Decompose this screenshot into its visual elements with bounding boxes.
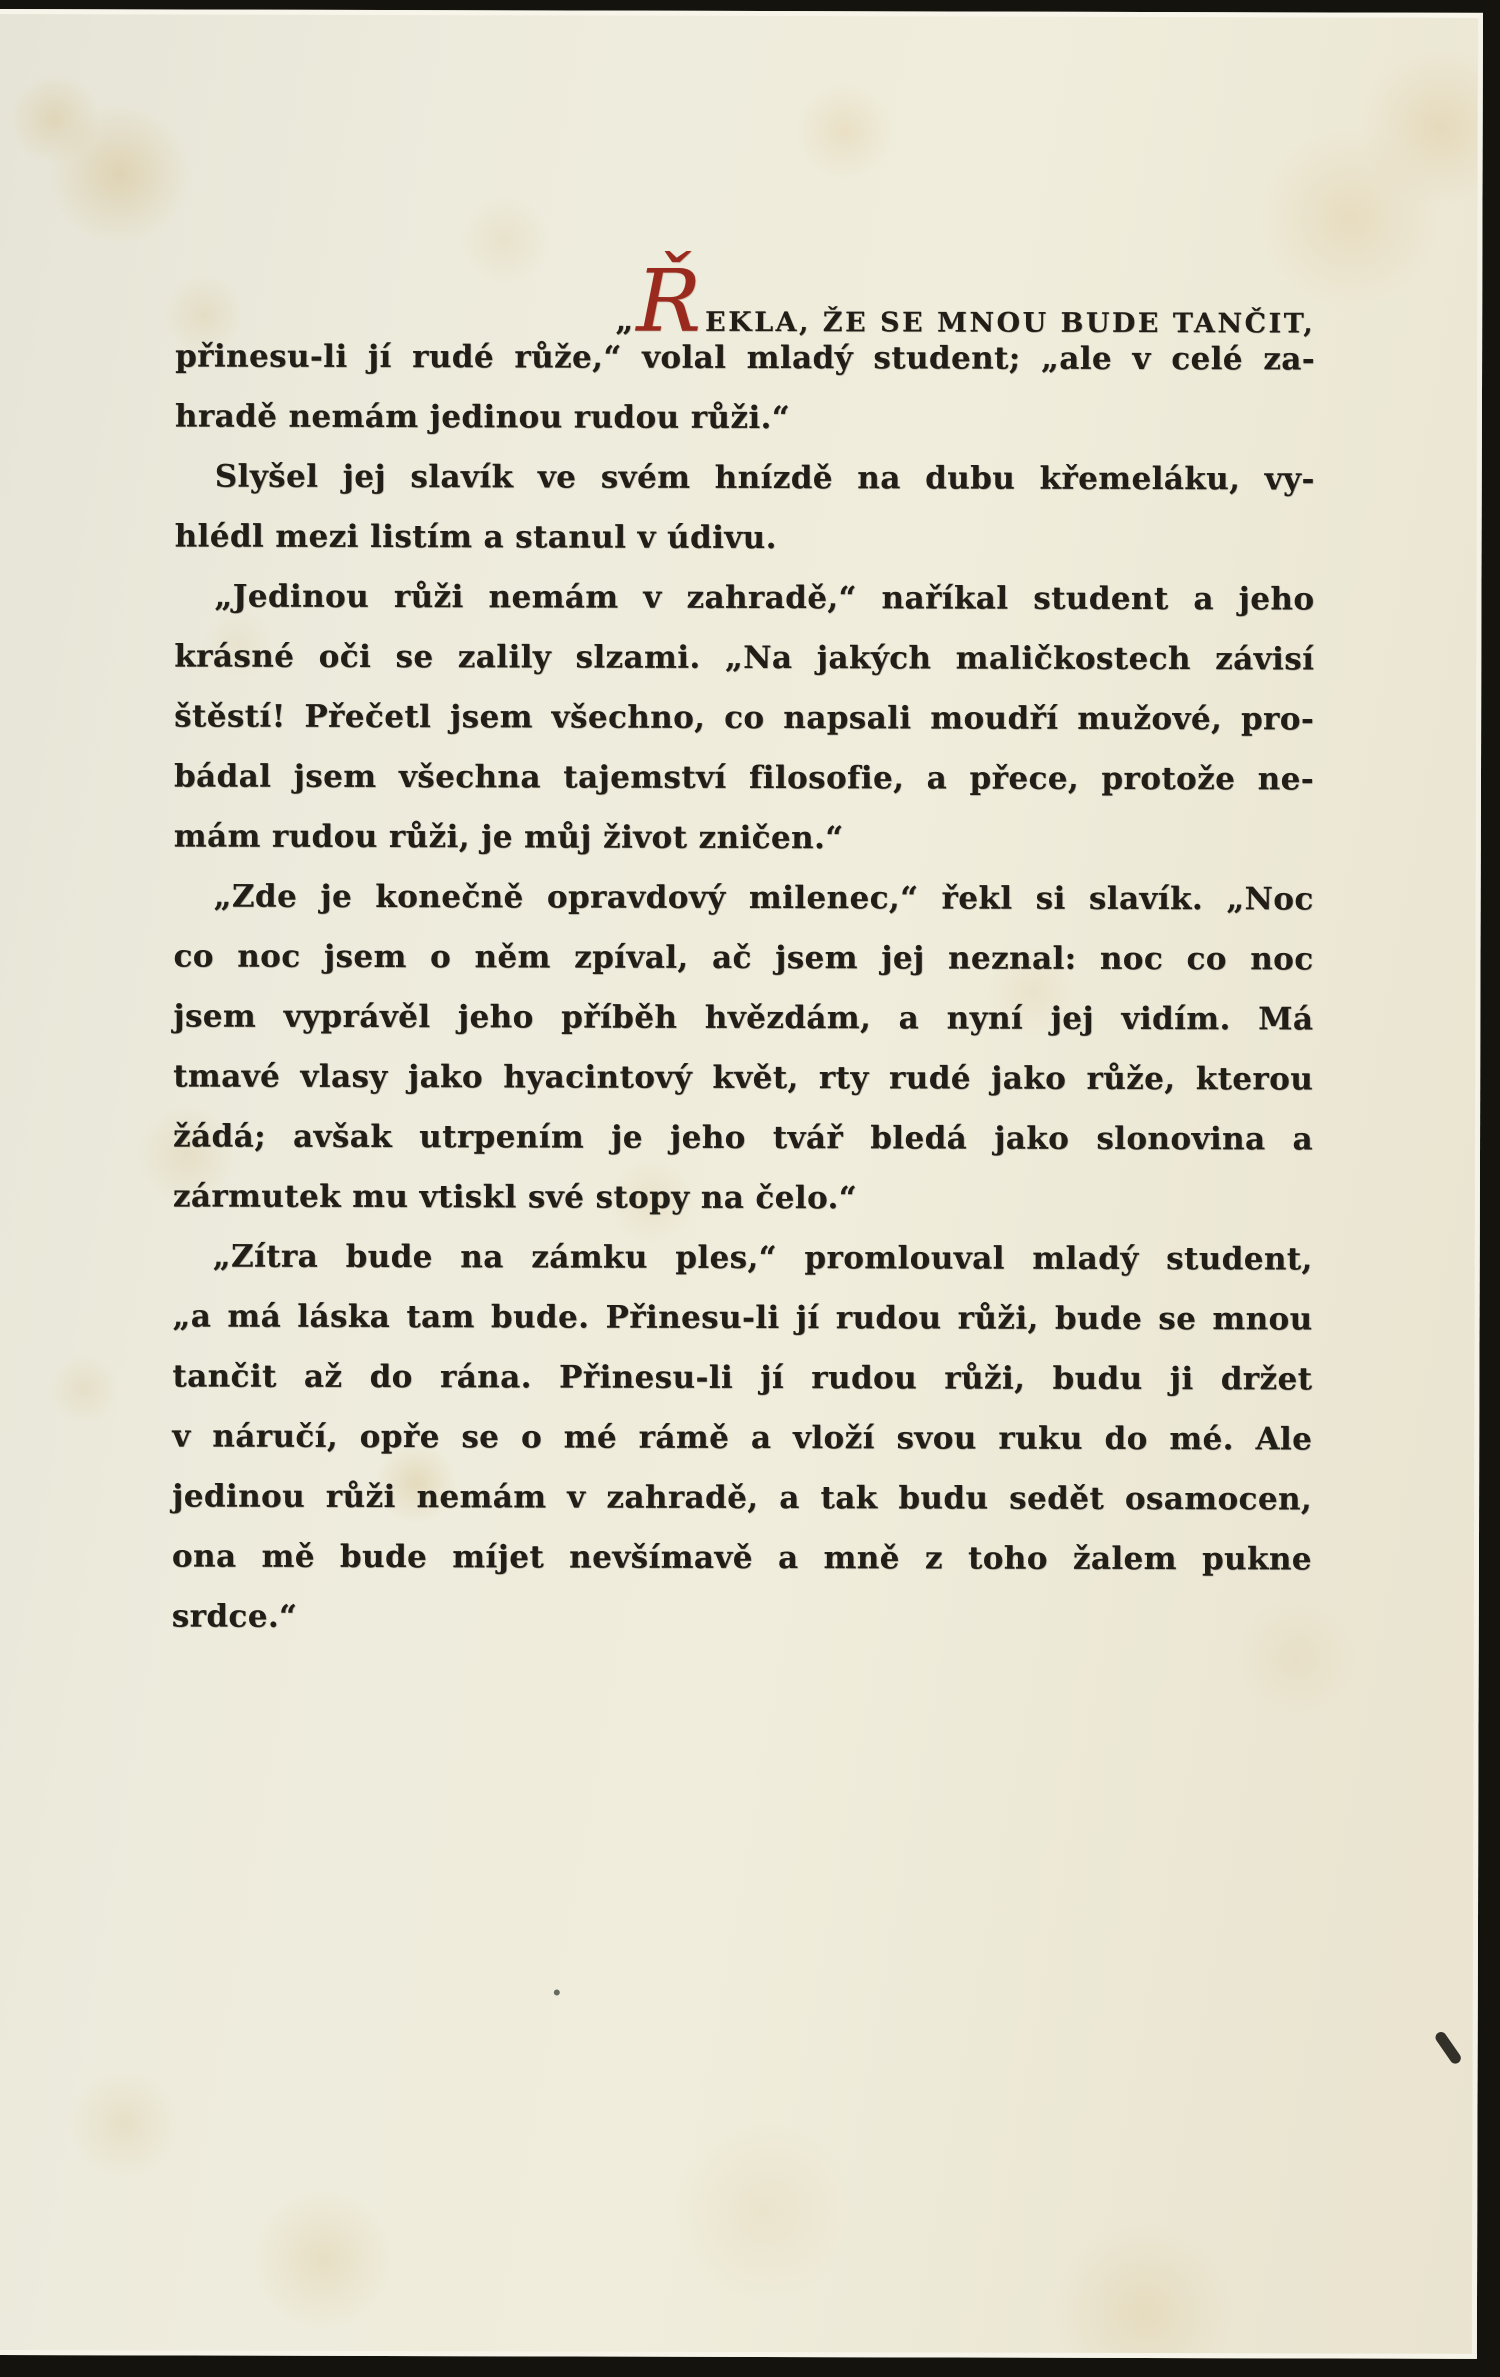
text-line: Slyšel jej slavík ve svém hnízdě na dubu křemeláku, vy- [214,458,1315,498]
text-line: „a má láska tam bude. Přinesu-li jí rudou růži, bude se mnou [172,1298,1313,1338]
ink-dot [554,1989,560,1995]
text-line: přinesu-li jí rudé růže,“ volal mladý student; „ale v celé za- [175,338,1316,378]
small-caps-text: EKLA, ŽE SE MNOU BUDE TANČIT, [705,306,1316,340]
opening-line [175,250,1316,352]
text-line: krásné oči se zalily slzami. „Na jakých maličkostech závisí [174,638,1315,678]
text-line: co noc jsem o něm zpíval, ač jsem jej neznal: noc co noc [173,938,1314,978]
text-block [172,250,1316,1649]
text-line: ona mě bude míjet nevšímavě a mně z toho žalem pukne [171,1538,1312,1578]
body-text [172,326,1315,1649]
text-line: hlédl mezi listím a stanul v údivu. [174,518,777,557]
ink-mark [1433,2030,1463,2066]
opening-quote-mark: „ [615,302,634,339]
text-line: tmavé vlasy jako hyacintový květ, rty rudé jako růže, kterou [173,1058,1314,1098]
text-line: zármutek mu vtiskl své stopy na čelo.“ [172,1178,858,1217]
text-line: „Jedinou růži nemám v zahradě,“ naříkal student a jeho [214,578,1315,618]
drop-cap-initial: Ř [636,251,702,352]
text-line: tančit až do rána. Přinesu-li jí rudou růži, budu ji držet [172,1358,1313,1398]
text-line: srdce.“ [171,1598,298,1635]
book-page [0,9,1483,2359]
text-line: „Zítra bude na zámku ples,“ promlouval mladý student, [212,1238,1313,1278]
text-line: bádal jsem všechna tajemství filosofie, a přece, protože ne- [173,758,1315,798]
text-line: mám rudou růži, je můj život zničen.“ [173,818,844,857]
text-line: štěstí! Přečetl jsem všechno, co napsali moudří mužové, pro- [174,698,1315,738]
text-line: „Zde je konečně opravdový milenec,“ řekl si slavík. „Noc [213,878,1314,918]
text-line: v náručí, opře se o mé rámě a vloží svou ruku do mé. Ale [172,1418,1313,1458]
text-line: hradě nemám jedinou rudou růži.“ [174,398,791,437]
text-line: jedinou růži nemám v zahradě, a tak budu sedět osamocen, [172,1478,1313,1518]
text-line: žádá; avšak utrpením je jeho tvář bledá jako slonovina a [173,1118,1314,1158]
text-line: jsem vyprávěl jeho příběh hvězdám, a nyní jej vidím. Má [173,998,1314,1038]
